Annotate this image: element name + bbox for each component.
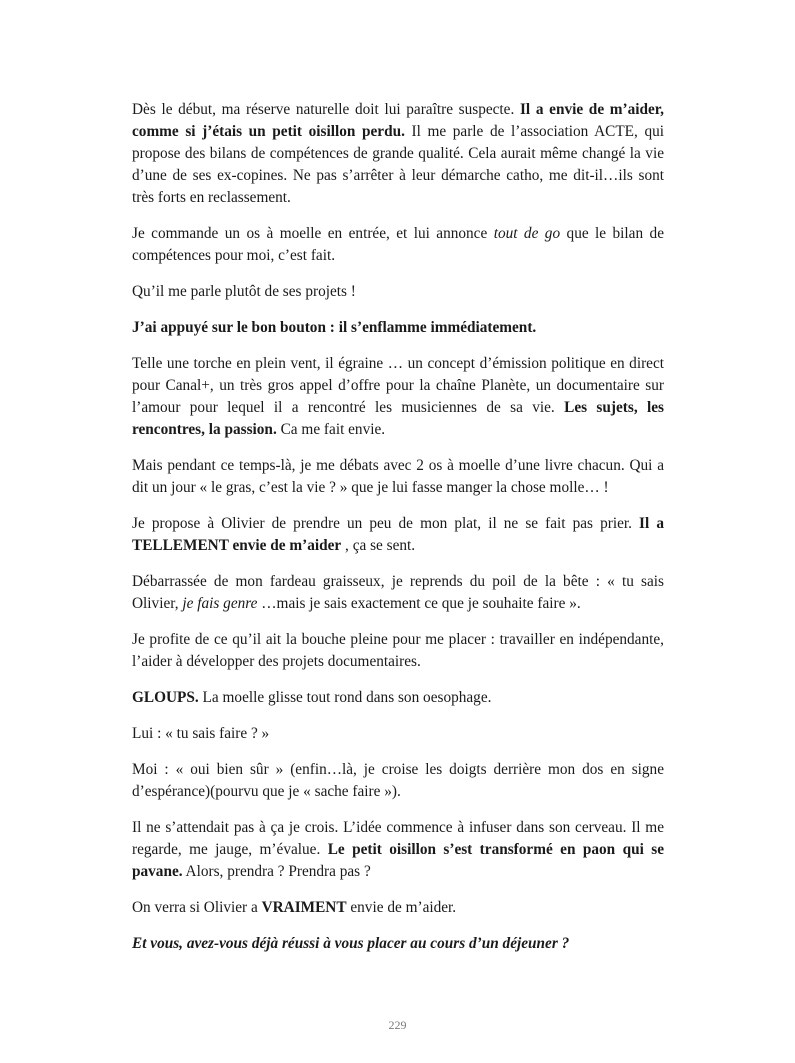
text-run: Alors, prendra ? Prendra pas ?	[182, 863, 371, 880]
text-run-italic: Et vous, avez-vous déjà réussi à vous placer au cours d’un déjeuner ?	[132, 935, 570, 952]
text-run-bold: VRAIMENT	[261, 899, 347, 916]
text-run: Il me parle de l’association ACTE, qui propose des bilans de compétences de grande qualité. Cela aurait même changé la vie d’une de ses ex-copines. Ne pas s’arrêter à leur démarche catho, me dit-il…ils sont très forts en reclassement.	[132, 123, 664, 206]
text-run-italic: tout de go	[493, 225, 561, 242]
text-run: …mais je sais exactement ce que je souhaite faire ».	[257, 595, 581, 612]
paragraph	[132, 99, 664, 209]
paragraph	[132, 571, 664, 615]
paragraph	[132, 513, 664, 557]
text-run: Il ne s’attendait pas à ça je crois. L’idée commence à infuser dans son cerveau. Il me regarde, me jauge, m’évalue.	[132, 819, 664, 858]
text-run: Mais pendant ce temps-là, je me débats avec 2 os à moelle d’une livre chacun. Qui a dit un jour « le gras, c’est la vie ? » que je lui fasse manger la chose molle… !	[132, 457, 664, 496]
text-run: Je commande un os à moelle en entrée, et lui annonce	[132, 225, 494, 242]
text-run: Moi : « oui bien sûr » (enfin…là, je croise les doigts derrière mon dos en signe d’espérance)(pourvu que je « sache faire »).	[132, 761, 664, 800]
text-run: Lui : « tu sais faire ? »	[132, 725, 270, 742]
paragraph	[132, 281, 664, 303]
text-run-bold: Les sujets, les rencontres, la passion.	[132, 399, 664, 438]
text-run: Qu’il me parle plutôt de ses projets !	[132, 283, 356, 300]
paragraph	[132, 723, 664, 745]
paragraph	[132, 223, 664, 267]
text-run-bold-italic	[132, 935, 569, 952]
text-run: envie de m’aider.	[346, 899, 457, 916]
text-run: Débarrassée de mon fardeau graisseux, je reprends du poil de la bête : « tu sais Olivier,	[132, 573, 664, 612]
document-page	[132, 99, 664, 969]
paragraph	[132, 897, 664, 919]
text-run-bold: Il a TELLEMENT envie de m’aider	[132, 515, 664, 554]
text-run: Telle une torche en plein vent, il égraine … un concept d’émission politique en direct pour Canal+, un très gros appel d’offre pour la chaîne Planète, un documentaire sur l’amour pour lequel il a rencontré les musiciennes de sa vie.	[132, 355, 664, 416]
text-run: La moelle glisse tout rond dans son oesophage.	[198, 689, 492, 706]
paragraph	[132, 317, 664, 339]
paragraph	[132, 817, 664, 883]
paragraph	[132, 455, 664, 499]
text-run: , ça se sent.	[341, 537, 416, 554]
text-run: Ca me fait envie.	[276, 421, 386, 438]
text-run: On verra si Olivier a	[132, 899, 262, 916]
text-run: Dès le début, ma réserve naturelle doit lui paraître suspecte.	[132, 101, 520, 118]
paragraph	[132, 629, 664, 673]
text-run-bold: GLOUPS.	[132, 689, 199, 706]
text-run: Je profite de ce qu’il ait la bouche pleine pour me placer : travailler en indépendante, l’aider à développer des projets documentaires.	[132, 631, 664, 670]
text-run-italic: je fais genre	[182, 595, 258, 612]
paragraph	[132, 353, 664, 441]
text-run-bold: Le petit oisillon s’est transformé en paon qui se pavane.	[132, 841, 664, 880]
text-run-bold: Il a envie de m’aider, comme si j’étais un petit oisillon perdu.	[132, 101, 665, 140]
page-number: 229	[388, 1018, 407, 1032]
text-run-bold: J’ai appuyé sur le bon bouton : il s’enflamme immédiatement.	[132, 319, 537, 336]
paragraph	[132, 933, 664, 955]
paragraph	[132, 759, 664, 803]
text-run: Je propose à Olivier de prendre un peu de mon plat, il ne se fait pas prier.	[132, 515, 640, 532]
paragraph	[132, 687, 664, 709]
text-run: que le bilan de compétences pour moi, c’est fait.	[132, 225, 664, 264]
